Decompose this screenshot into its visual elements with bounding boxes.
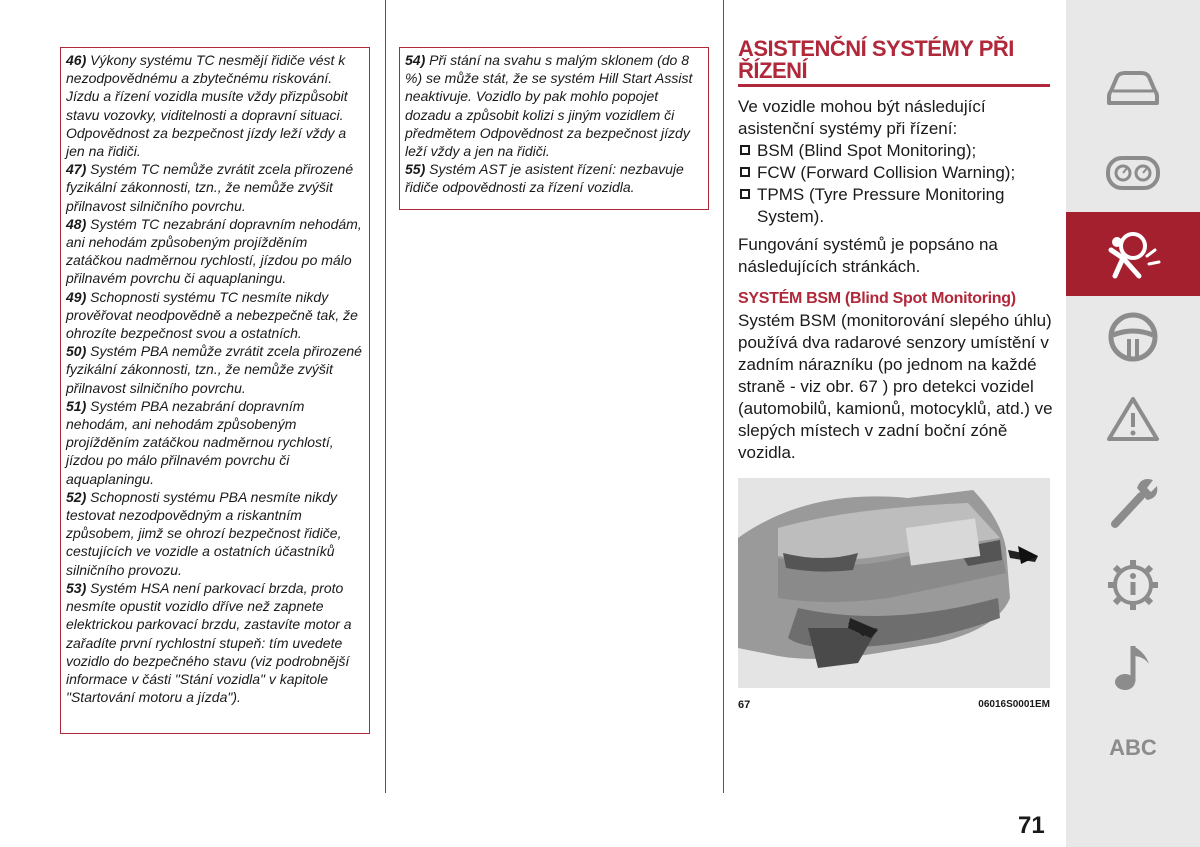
checkbox-bullet-icon — [740, 189, 750, 199]
right-column-text — [738, 96, 1053, 470]
checkbox-bullet-icon — [740, 145, 750, 155]
warning-triangle-icon — [1106, 395, 1160, 443]
note-text: Systém PBA nezabrání dopravním nehodám, ani nehodám způsobeným projížděním zatáčkou nadměrnou rychlostí, jízdou po málo přilnavém povrchu či aquaplaningu. — [66, 397, 334, 487]
warning-note — [66, 488, 364, 579]
warning-note — [66, 397, 364, 488]
checkbox-bullet-icon — [740, 167, 750, 177]
intro-paragraph: Ve vozidle mohou být následující asistenční systémy při řízení: — [738, 97, 986, 138]
heading-underline — [738, 84, 1050, 87]
note-number: 53) — [66, 579, 87, 596]
music-note-icon — [1111, 642, 1155, 694]
figure-number: 67 — [738, 699, 751, 711]
note-number: 48) — [66, 215, 87, 232]
abc-index-label: ABC — [1109, 735, 1157, 760]
dashboard-icon — [1105, 155, 1161, 191]
list-item: FCW (Forward Collision Warning); — [738, 162, 1053, 184]
sidebar-item-steering[interactable] — [1066, 295, 1200, 379]
note-number: 49) — [66, 288, 87, 305]
figure-rear-bumper-sensors — [738, 478, 1050, 688]
warning-note — [66, 215, 364, 288]
wrench-icon — [1107, 474, 1159, 530]
note-text: Systém TC nemůže zvrátit zcela přirozené fyzikální zákonnosti, tzn., že nemůže zvýšit přilnavost silničního povrchu. — [66, 161, 354, 214]
note-text: Schopnosti systému TC nesmíte nikdy prověřovat neodpovědně a nebezpečně tak, že ohrozíte bezpečnost svou a ostatních. — [66, 288, 358, 342]
column-divider-right — [723, 0, 724, 793]
note-number: 55) — [405, 161, 426, 178]
car-icon — [1105, 69, 1161, 109]
note-number: 50) — [66, 343, 87, 360]
car-rear-illustration — [738, 478, 1050, 688]
note-number: 47) — [66, 161, 87, 178]
note-text: Systém TC nezabrání dopravním nehodám, ani nehodám způsobeným projížděním zatáčkou nadměrnou rychlostí, jízdou po málo přilnavém povrchu či aquaplaningu. — [66, 215, 362, 287]
note-text: Výkony systému TC nesmějí řidiče vést k nezodpovědnému a zbytečnému riskování. Jízdu a řízení vozidla musíte vždy přizpůsobit stavu vozovky, viditelnosti a dopravní situaci. Odpovědnost za bezpečnost jízdy leží vždy a jen na řidiči. — [66, 52, 348, 160]
warning-note — [66, 51, 364, 160]
bsm-paragraph: Systém BSM (monitorování slepého úhlu) používá dva radarové senzory umístění v zadním nárazníku (po jednom na každé straně - viz obr. 67 ) pro detekci vozidel (automobilů, kamionů, motocyklů, atd.) ve slepých místech v zadní boční zóně vozidla. — [738, 311, 1053, 462]
sidebar-item-dashboard[interactable] — [1066, 131, 1200, 215]
page-number: 71 — [1018, 812, 1045, 839]
note-number: 46) — [66, 52, 87, 68]
sidebar-item-warnings[interactable] — [1066, 377, 1200, 461]
warning-note — [66, 288, 364, 343]
gear-info-icon — [1106, 558, 1160, 612]
list-item: TPMS (Tyre Pressure Monitoring System). — [738, 184, 1053, 228]
figure-code: 06016S0001EM — [978, 699, 1050, 710]
sidebar-item-technical-data[interactable] — [1066, 543, 1200, 627]
warning-note — [66, 160, 364, 215]
description-note: Fungování systémů je popsáno na následujících stránkách. — [738, 235, 998, 276]
section-heading: ASISTENČNÍ SYSTÉMY PŘI ŘÍZENÍ — [738, 36, 1014, 83]
warning-notes-left — [60, 47, 370, 734]
note-number: 51) — [66, 397, 87, 414]
note-text: Schopnosti systému PBA nesmíte nikdy testovat nezodpovědným a riskantním způsobem, jimž se ohrozí bezpečnost řidiče, cestujících ve vozidle a ostatních účastníků silničního provozu. — [66, 488, 342, 578]
note-text: Systém AST je asistent řízení: nezbavuje řidiče odpovědnosti za řízení vozidla. — [405, 161, 684, 196]
warning-note — [66, 579, 364, 706]
systems-list — [738, 140, 1053, 228]
sidebar-item-multimedia[interactable] — [1066, 626, 1200, 710]
note-text: Při stání na svahu s malým sklonem (do 8 %) se může stát, že se systém Hill Start Assist neaktivuje. Vozidlo by pak mohlo popojet dozadu a způsobit kolizi s jiným vozidlem či předmětem Odpovědnost za bezpečnost jízdy leží vždy a jen na řidiči. — [405, 52, 693, 160]
warning-note — [405, 51, 703, 160]
airbag-person-icon — [1103, 228, 1163, 280]
sidebar-item-car[interactable] — [1066, 47, 1200, 131]
chapter-sidebar — [1066, 0, 1200, 847]
column-divider-left — [385, 0, 386, 793]
warning-note — [66, 342, 364, 397]
sidebar-item-safety[interactable] — [1066, 212, 1200, 296]
bsm-subheading: SYSTÉM BSM (Blind Spot Monitoring) — [738, 290, 1016, 307]
warning-note — [405, 160, 703, 196]
note-number: 52) — [66, 488, 87, 505]
note-number: 54) — [405, 52, 426, 68]
sidebar-item-maintenance[interactable] — [1066, 460, 1200, 544]
note-text: Systém HSA není parkovací brzda, proto nesmíte opustit vozidlo dříve než zapnete elektrickou parkovací brzdu, zastavíte motor a zařadíte první rychlostní stupeň: tím uvedete vozidlo do bezpečného stavu (viz podrobnější informace v části "Stání vozidla" v kapitole "Startování motoru a jízda"). — [66, 579, 352, 706]
sidebar-item-index[interactable] — [1066, 706, 1200, 790]
warning-notes-middle — [399, 47, 709, 210]
steering-wheel-icon — [1107, 311, 1159, 363]
note-text: Systém PBA nemůže zvrátit zcela přirozené fyzikální zákonnosti, tzn., že nemůže zvýšit přilnavost silničního povrchu. — [66, 343, 362, 396]
list-item: BSM (Blind Spot Monitoring); — [738, 140, 1053, 162]
